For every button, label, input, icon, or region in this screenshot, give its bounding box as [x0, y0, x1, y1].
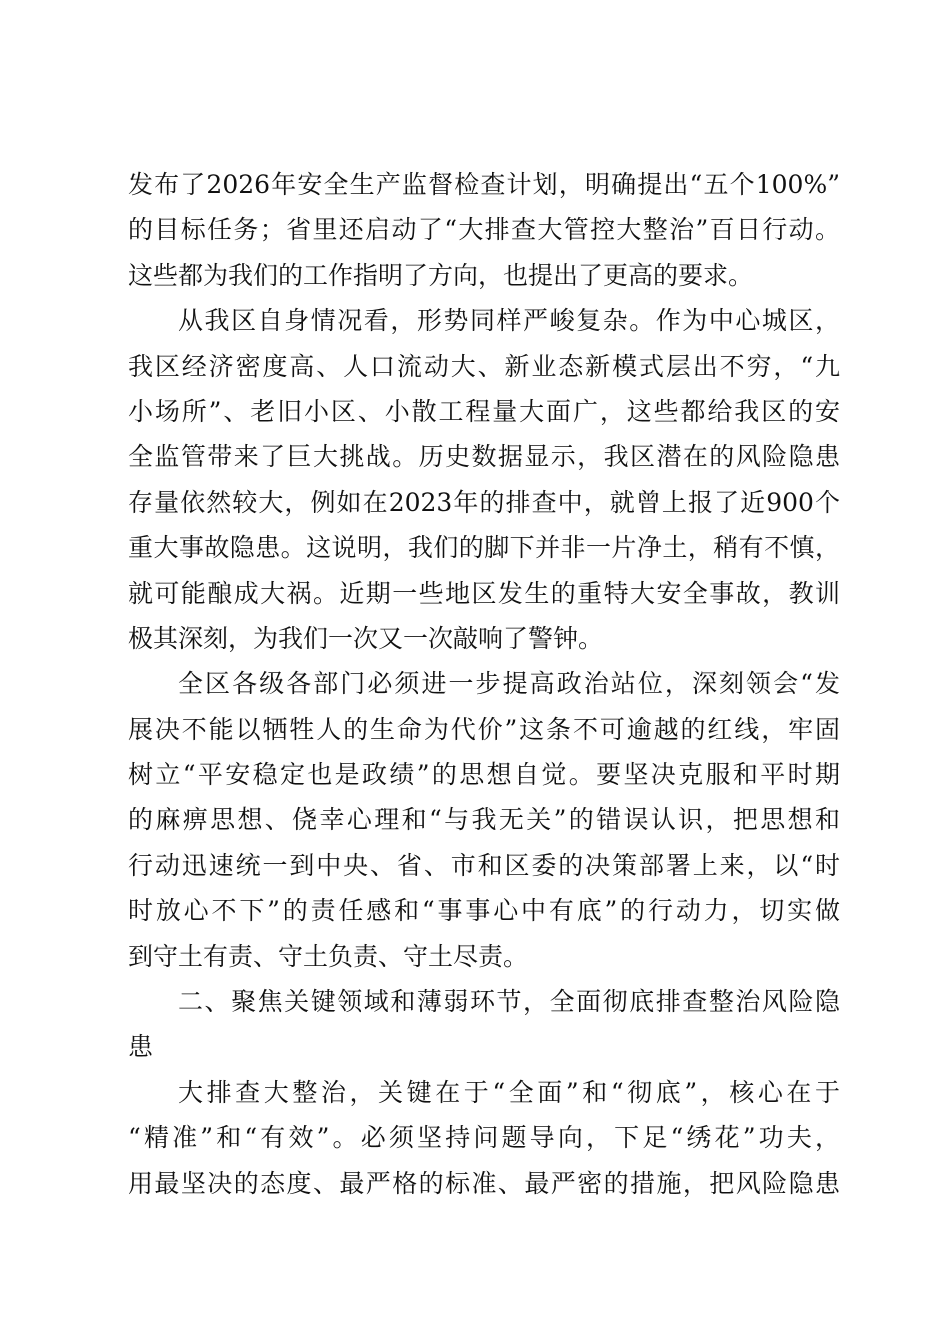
paragraph-3-line-6: 时放心不下”的责任感和“事事心中有底”的行动力，切实做	[128, 896, 840, 926]
paragraph-3-line-3: 树立“平安稳定也是政绩”的思想自觉。要坚决克服和平时期	[128, 760, 840, 790]
paragraph-4-line-1: 大排查大整治，关键在于“全面”和“彻底”，核心在于	[178, 1077, 840, 1107]
paragraph-2-line-4: 全监管带来了巨大挑战。历史数据显示，我区潜在的风险隐患	[128, 442, 840, 472]
paragraph-3-line-1: 全区各级各部门必须进一步提高政治站位，深刻领会“发	[178, 669, 840, 699]
paragraph-2-line-3: 小场所”、老旧小区、小散工程量大面广，这些都给我区的安	[128, 396, 840, 426]
paragraph-4-line-3: 用最坚决的态度、最严格的标准、最严密的措施，把风险隐患	[128, 1168, 840, 1198]
paragraph-1-line-3: 这些都为我们的工作指明了方向，也提出了更高的要求。	[128, 260, 754, 290]
paragraph-2-line-2: 我区经济密度高、人口流动大、新业态新模式层出不穷，“九	[128, 351, 840, 381]
paragraph-3-line-7: 到守土有责、守土负责、守土尽责。	[128, 941, 529, 971]
paragraph-3-line-5: 行动迅速统一到中央、省、市和区委的决策部署上来，以“时	[128, 850, 840, 880]
paragraph-2-line-5: 存量依然较大，例如在2023年的排查中，就曾上报了近900个	[128, 487, 840, 517]
paragraph-3-line-2: 展决不能以牺牲人的生命为代价”这条不可逾越的红线，牢固	[128, 714, 840, 744]
document-body	[128, 162, 840, 1206]
paragraph-2-line-8: 极其深刻，为我们一次又一次敲响了警钟。	[128, 623, 604, 653]
section-heading-2-line-1: 二、聚焦关键领域和薄弱环节，全面彻底排查整治风险隐	[178, 987, 840, 1017]
paragraph-3-line-4: 的麻痹思想、侥幸心理和“与我无关”的错误认识，把思想和	[128, 805, 840, 835]
paragraph-2-line-7: 就可能酿成大祸。近期一些地区发生的重特大安全事故，教训	[128, 578, 840, 608]
paragraph-4-line-2: “精准”和“有效”。必须坚持问题导向，下足“绣花”功夫，	[128, 1123, 840, 1153]
section-heading-2-line-2: 患	[128, 1032, 154, 1062]
paragraph-2-line-6: 重大事故隐患。这说明，我们的脚下并非一片净土，稍有不慎，	[128, 533, 840, 563]
paragraph-2-line-1: 从我区自身情况看，形势同样严峻复杂。作为中心城区，	[178, 306, 840, 336]
paragraph-1-line-2: 的目标任务；省里还启动了“大排查大管控大整治”百日行动。	[128, 215, 840, 245]
paragraph-1-line-1: 发布了2026年安全生产监督检查计划，明确提出“五个100%”	[128, 170, 840, 199]
